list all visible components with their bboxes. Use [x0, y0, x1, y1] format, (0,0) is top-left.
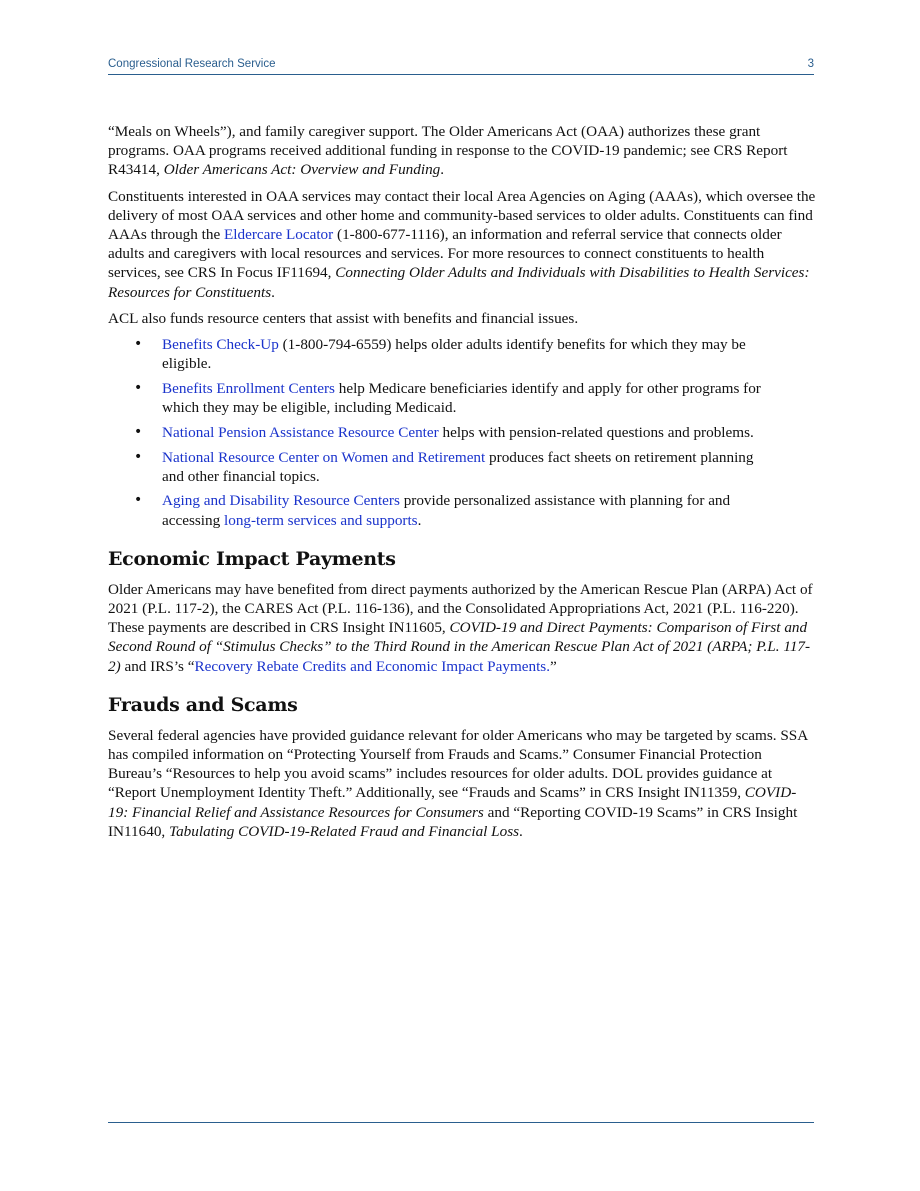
benefits-checkup-link[interactable]: Benefits Check-Up [162, 336, 279, 354]
list-item: • Benefits Enrollment Centers help Medicare beneficiaries identify and apply for other programs for which they may be eligible, including Medicaid. [162, 379, 762, 417]
resource-centers-list [108, 335, 762, 530]
page-header [108, 56, 814, 75]
pension-assistance-link[interactable]: National Pension Assistance Resource Center [162, 423, 439, 441]
intro-paragraph-3: ACL also funds resource centers that assist with benefits and financial issues. [108, 309, 579, 327]
eip-heading: Economic Impact Payments [108, 547, 396, 570]
women-retirement-link[interactable]: National Resource Center on Women and Retirement [162, 448, 486, 466]
recovery-rebate-link[interactable]: Recovery Rebate Credits and Economic Impact Payments. [194, 657, 551, 675]
report-title: Older Americans Act: Overview and Funding [163, 161, 441, 179]
list-item: • Aging and Disability Resource Centers provide personalized assistance with planning for and accessing long-term services and supports. [162, 491, 762, 529]
intro-paragraph-1: “Meals on Wheels”), and family caregiver support. The Older Americans Act (OAA) authorizes these grant programs. OAA programs received additional funding in response to the COVID-19 pandemic; see CRS Report R43414, Older Americans Act: Overview and Funding. [108, 123, 788, 179]
frauds-paragraph: Several federal agencies have provided guidance relevant for older Americans who may be targeted by scams. SSA has compiled information on “Protecting Yourself from Frauds and Scams.” Consumer Financial Protection Bureau’s “Resources to help you avoid scams” includes resources for older adults. DOL provides guidance at “Report Unemployment Identity Theft.” Additionally, see “Frauds and Scams” in CRS Insight IN11359, COVID-19: Financial Relief and Assistance Resources for Consumers and “Reporting COVID-19 Scams” in CRS Insight IN11640, Tabulating COVID-19-Related Fraud and Financial Loss. [108, 726, 808, 840]
insight-title-1: COVID-19: Financial Relief and Assistance Resources for Consumers [108, 784, 797, 821]
benefits-enrollment-centers-link[interactable]: Benefits Enrollment Centers [162, 379, 335, 397]
aging-disability-centers-link[interactable]: Aging and Disability Resource Centers [162, 492, 400, 510]
insight-title-2: Tabulating COVID-19-Related Fraud and Financial Loss [169, 822, 520, 840]
eip-paragraph: Older Americans may have benefited from direct payments authorized by the American Rescue Plan (ARPA) Act of 2021 (P.L. 117-2), the CARES Act (P.L. 116-136), and the Consolidated Appropriations Act, 2021 (P.L. 116-220). These payments are described in CRS Insight IN11605, COVID-19 and Direct Payments: Comparison of First and Second Round of “Stimulus Checks” to the Third Round in the American Rescue Plan Act of 2021 (ARPA; P.L. 117-2) and IRS’s “Recovery Rebate Credits and Economic Impact Payments.” [108, 580, 813, 675]
long-term-services-link[interactable]: long-term services and supports [224, 511, 418, 529]
list-item: • National Resource Center on Women and Retirement produces fact sheets on retirement planning and other financial topics. [162, 448, 762, 486]
list-item: • National Pension Assistance Resource Center helps with pension-related questions and problems. [162, 423, 762, 442]
footer-divider [108, 1122, 814, 1123]
intro-paragraph-2: Constituents interested in OAA services may contact their local Area Agencies on Aging (AAAs), which oversee the delivery of most OAA services and other home and community-based services to older adults. Constituents can find AAAs through the Eldercare Locator (1-800-677-1116), an information and referral service that connects older adults and caregivers with local resources and services. For more resources to connect constituents to health services, see CRS In Focus IF11694, Connecting Older Adults and Individuals with Disabilities to Health Services: Resources for Constituents. [108, 187, 816, 301]
list-item: • Benefits Check-Up (1-800-794-6559) helps older adults identify benefits for which they may be eligible. [162, 335, 762, 373]
frauds-heading: Frauds and Scams [108, 693, 298, 716]
page-number: 3 [807, 58, 814, 70]
eldercare-locator-link[interactable]: Eldercare Locator [224, 226, 334, 244]
document-body [108, 122, 816, 848]
header-org: Congressional Research Service [108, 58, 276, 70]
in-focus-title: Connecting Older Adults and Individuals with Disabilities to Health Services: Resources for Constituents [108, 264, 810, 301]
insight-title: COVID-19 and Direct Payments: Comparison of First and Second Round of “Stimulus Checks” to the Third Round in the American Rescue Plan Act of 2021 (ARPA; P.L. 117-2) [108, 619, 811, 675]
